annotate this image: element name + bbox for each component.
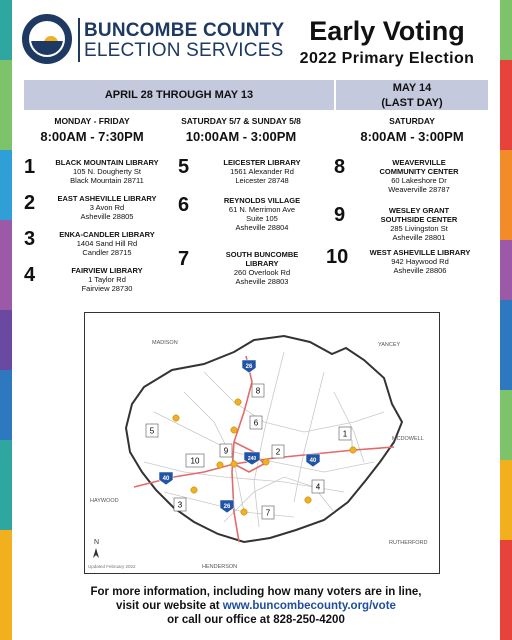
- svg-text:3: 3: [177, 500, 183, 510]
- svg-text:8: 8: [255, 386, 261, 396]
- location-city: Asheville 28805: [80, 212, 134, 221]
- weekend-time: 10:00AM - 3:00PM: [185, 129, 297, 144]
- svg-text:N: N: [94, 539, 100, 546]
- location-name: FAIRVIEW LIBRARY: [71, 266, 143, 275]
- location-name: EAST ASHEVILLE LIBRARY: [57, 194, 157, 203]
- svg-text:1: 1: [342, 429, 348, 439]
- saturday-hours: [336, 116, 488, 144]
- location-address: 1 Taylor Rd: [88, 275, 126, 284]
- svg-text:26: 26: [223, 504, 231, 510]
- location-number: 6: [178, 194, 190, 216]
- weekday-time: 8:00AM - 7:30PM: [40, 129, 144, 144]
- location-9: [334, 204, 484, 248]
- location-city: Asheville 28804: [235, 223, 289, 232]
- location-number: 5: [178, 156, 190, 178]
- location-1: [24, 156, 174, 190]
- location-address: 60 Lakeshore Dr: [391, 176, 447, 185]
- location-city: Leicester 28748: [235, 176, 289, 185]
- footer-info: [40, 585, 472, 627]
- header-divider: [78, 18, 80, 62]
- schedule-range-label: APRIL 28 THROUGH MAY 13: [104, 89, 254, 101]
- weekday-days: MONDAY - FRIDAY: [54, 116, 130, 126]
- location-address: 1404 Sand Hill Rd: [76, 239, 138, 248]
- saturday-day: SATURDAY: [389, 116, 435, 126]
- last-day-date: MAY 14: [392, 82, 432, 94]
- location-6: [178, 194, 328, 238]
- schedule-range-band: [24, 80, 334, 110]
- location-name: LEICESTER LIBRARY: [223, 158, 301, 167]
- svg-text:2: 2: [275, 447, 281, 457]
- weekday-hours: [22, 116, 162, 144]
- svg-text:9: 9: [223, 446, 229, 456]
- org-name-line1: BUNCOMBE COUNTY: [84, 20, 285, 41]
- county-label-madison: MADISON: [152, 340, 178, 346]
- footer-line3: or call our office at 828-250-4200: [167, 614, 345, 626]
- left-color-stripe: [0, 0, 12, 640]
- location-name: REYNOLDS VILLAGE: [223, 196, 301, 205]
- footer-line2-prefix: visit our website at: [116, 600, 223, 612]
- county-seal-logo: [22, 14, 72, 64]
- location-number: 7: [178, 248, 190, 270]
- location-name: BLACK MOUNTAIN LIBRARY: [55, 158, 159, 167]
- location-city: Black Mountain 28711: [70, 176, 144, 185]
- page-title: Early Voting: [309, 16, 465, 46]
- location-name: SOUTH BUNCOMBE LIBRARY: [225, 250, 299, 268]
- location-city: Weaverville 28787: [388, 185, 450, 194]
- location-city: Fairview 28730: [81, 284, 133, 293]
- svg-text:7: 7: [265, 508, 271, 518]
- location-number: 4: [24, 264, 36, 286]
- county-label-henderson: HENDERSON: [202, 564, 238, 570]
- location-number: 8: [334, 156, 346, 178]
- location-address: 285 Livingston St: [390, 224, 448, 233]
- location-4: [24, 264, 174, 298]
- svg-text:40: 40: [162, 476, 170, 482]
- page-subtitle: 2022 Primary Election: [299, 50, 475, 67]
- location-number: 10: [326, 246, 349, 268]
- county-map: [84, 312, 440, 574]
- location-address: 942 Haywood Rd: [391, 257, 449, 266]
- svg-text:4: 4: [315, 482, 321, 492]
- svg-text:240: 240: [247, 456, 257, 462]
- svg-text:6: 6: [253, 418, 259, 428]
- location-name: WEAVERVILLE COMMUNITY CENTER: [379, 158, 459, 176]
- weekend-days: SATURDAY 5/7 & SUNDAY 5/8: [181, 116, 301, 126]
- county-label-haywood: HAYWOOD: [90, 498, 119, 504]
- location-2: [24, 192, 174, 226]
- location-5: [178, 156, 328, 190]
- location-city: Asheville 28806: [393, 266, 447, 275]
- footer-line2: [40, 599, 472, 613]
- county-label-mcdowell: MCDOWELL: [392, 436, 424, 442]
- svg-text:40: 40: [309, 458, 317, 464]
- location-suite: Suite 105: [246, 214, 278, 223]
- location-city: Asheville 28801: [392, 233, 446, 242]
- county-map-svg: [84, 312, 440, 574]
- location-3: [24, 228, 174, 262]
- location-number: 3: [24, 228, 36, 250]
- last-day-band: [336, 80, 488, 110]
- location-city: Asheville 28803: [235, 277, 289, 286]
- map-updated-note: Updated February 2022: [88, 564, 136, 569]
- last-day-label: (LAST DAY): [381, 97, 443, 109]
- county-label-yancey: YANCEY: [378, 342, 401, 348]
- location-address: 260 Overlook Rd: [233, 268, 291, 277]
- saturday-time: 8:00AM - 3:00PM: [360, 129, 464, 144]
- location-name: ENKA-CANDLER LIBRARY: [59, 230, 155, 239]
- location-10: [326, 246, 486, 280]
- location-address: 61 N. Merrimon Ave: [228, 205, 296, 214]
- svg-text:5: 5: [149, 426, 155, 436]
- location-city: Candler 28715: [82, 248, 132, 257]
- footer-line1: For more information, including how many voters are in line,: [90, 586, 422, 598]
- county-label-rutherford: RUTHERFORD: [389, 540, 428, 546]
- location-8: [334, 156, 484, 200]
- location-number: 2: [24, 192, 36, 214]
- location-address: 3 Avon Rd: [89, 203, 125, 212]
- location-number: 1: [24, 156, 36, 178]
- location-name: WESLEY GRANT SOUTHSIDE CENTER: [380, 206, 458, 224]
- svg-text:26: 26: [245, 364, 253, 370]
- location-address: 105 N. Dougherty St: [73, 167, 141, 176]
- location-name: WEST ASHEVILLE LIBRARY: [369, 248, 471, 257]
- org-name-line2: ELECTION SERVICES: [84, 40, 284, 61]
- header: [22, 10, 492, 74]
- right-color-stripe: [500, 0, 512, 640]
- location-7: [178, 248, 328, 288]
- location-address: 1561 Alexander Rd: [230, 167, 294, 176]
- location-number: 9: [334, 204, 346, 226]
- weekend-hours: [166, 116, 316, 144]
- website-link[interactable]: www.buncombecounty.org/vote: [222, 600, 396, 612]
- svg-text:10: 10: [190, 456, 200, 466]
